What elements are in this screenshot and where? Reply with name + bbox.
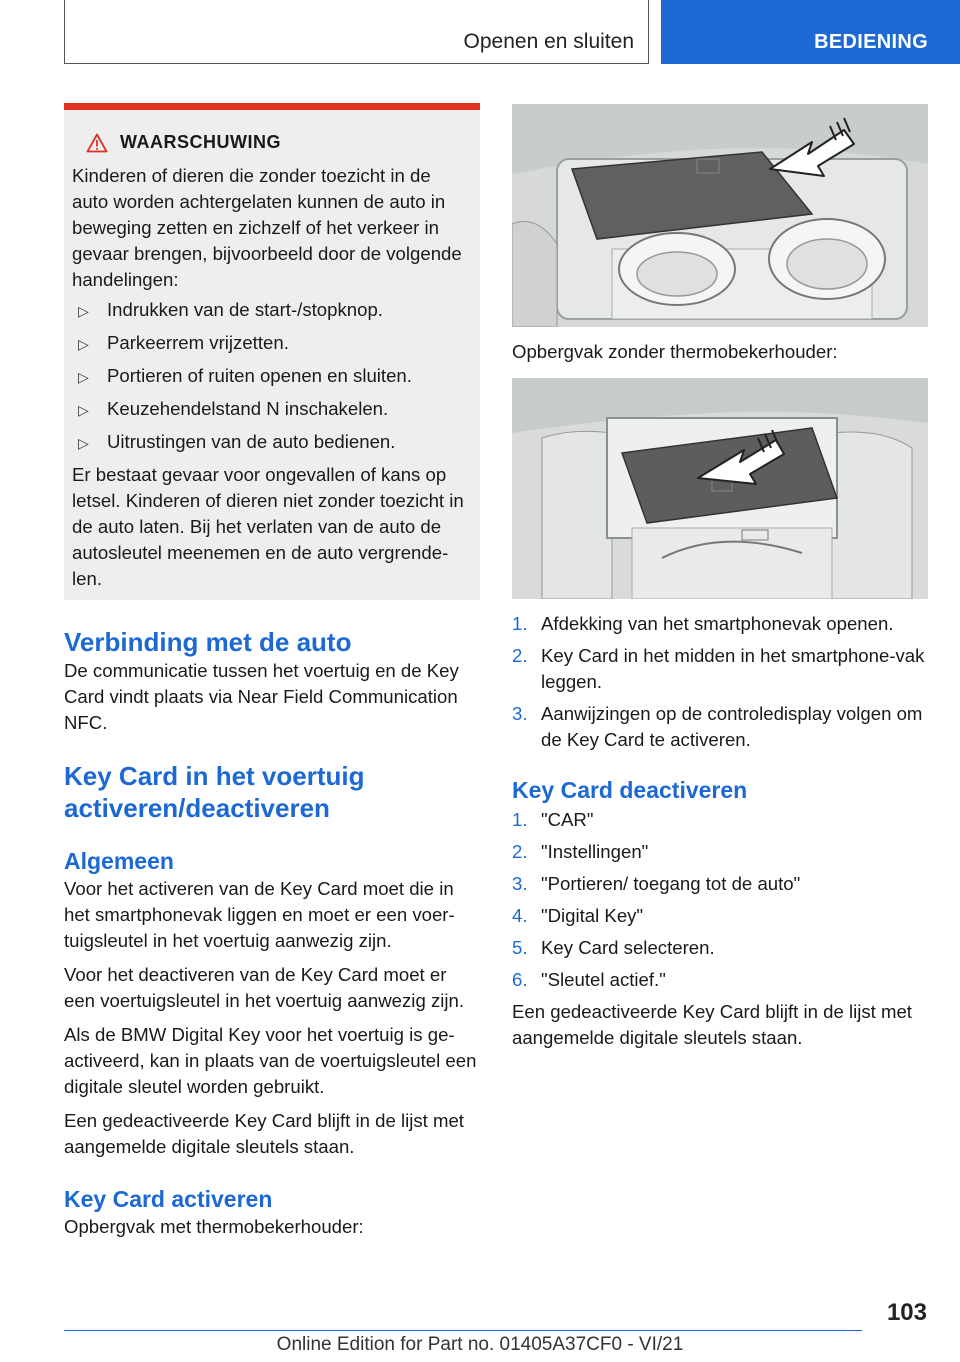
storage-with-cupholder-image [512, 104, 928, 327]
list-item: ▷ Portieren of ruiten openen en sluiten. [72, 363, 472, 390]
connection-heading: Verbinding met de auto [64, 627, 352, 657]
header-chapter-label: BEDIENING [814, 31, 928, 53]
list-item: ▷ Parkeerrem vrijzetten. [72, 330, 472, 357]
bullet-triangle-icon: ▷ [78, 435, 89, 451]
bullet-triangle-icon: ▷ [78, 303, 89, 319]
general-paragraph-3: Als de BMW Digital Key voor het voertuig is ge-activeerd, kan in plaats van de voertuigsleutel een digitale sleutel worden gebruikt. [64, 1024, 477, 1097]
list-item: 2. Key Card in het midden in het smartphone-vak leggen. [512, 645, 925, 692]
general-paragraph-4: Een gedeactiveerde Key Card blijft in de lijst met aangemelde digitale sleutels staan. [64, 1110, 464, 1157]
footer-divider [64, 1330, 862, 1331]
connection-text: De communicatie tussen het voertuig en de Key Card vindt plaats via Near Field Communication NFC. [64, 660, 459, 733]
list-item: 5. Key Card selecteren. [512, 937, 715, 958]
caption-with-holder: Opbergvak met thermobekerhouder: [64, 1216, 364, 1237]
warning-triangle-icon [86, 133, 108, 153]
warning-header [86, 132, 472, 153]
activation-heading: Key Card in het voertuig activeren/deactiveren [64, 761, 365, 823]
bullet-triangle-icon: ▷ [78, 402, 89, 418]
bullet-triangle-icon: ▷ [78, 336, 89, 352]
bullet-triangle-icon: ▷ [78, 369, 89, 385]
header-chapter-tab [661, 0, 960, 64]
left-column [64, 626, 480, 1240]
list-item: 2. "Instellingen" [512, 841, 649, 862]
list-item: 3. Aanwijzingen op de controledisplay volgen om de Key Card te activeren. [512, 703, 923, 750]
general-paragraph-2: Voor het deactiveren van de Key Card moet er een voertuigsleutel in het voertuig aanwezig zijn. [64, 964, 465, 1011]
activate-heading: Key Card activeren [64, 1186, 273, 1212]
list-item: 1. "CAR" [512, 809, 594, 830]
deactivate-heading: Key Card deactiveren [512, 777, 748, 803]
list-item: 3. "Portieren/ toegang tot de auto" [512, 873, 801, 894]
list-item: ▷ Indrukken van de start-/stopknop. [72, 297, 472, 324]
general-heading: Algemeen [64, 848, 174, 874]
warning-list [72, 297, 472, 456]
deactivate-steps [512, 807, 928, 993]
edition-text: Online Edition for Part no. 01405A37CF0 - VI/21 [276, 1334, 684, 1355]
list-item: ▷ Keuzehendelstand N inschakelen. [72, 396, 472, 423]
warning-intro: Kinderen of dieren die zonder toezicht in de auto worden achtergelaten kunnen de auto in beweging zetten en zichzelf of het verkeer in gevaar brengen, bijvoorbeeld door de volgende handelingen: [72, 165, 462, 290]
deactivate-note: Een gedeactiveerde Key Card blijft in de lijst met aangemelde digitale sleutels staan. [512, 1001, 912, 1048]
page-number: 103 [886, 1299, 927, 1326]
warning-title: WAARSCHUWING [120, 132, 281, 152]
caption-without-holder: Opbergvak zonder thermobekerhouder: [512, 341, 838, 362]
activate-steps [512, 611, 928, 753]
right-column-caption [512, 339, 928, 365]
warning-box [64, 103, 480, 600]
header-section-title: Openen en sluiten [463, 30, 634, 53]
right-column [512, 611, 928, 1051]
storage-without-cupholder-image [512, 378, 928, 599]
header-section-box [64, 0, 649, 64]
list-item: 4. "Digital Key" [512, 905, 644, 926]
list-item: ▷ Uitrustingen van de auto bedienen. [72, 429, 472, 456]
list-item: 6. "Sleutel actief." [512, 969, 666, 990]
warning-outro: Er bestaat gevaar voor ongevallen of kans op letsel. Kinderen of dieren niet zonder toezicht in de auto laten. Bij het verlaten van de auto de autosleutel meenemen en de auto vergrende-len. [72, 464, 464, 589]
general-paragraph-1: Voor het activeren van de Key Card moet die in het smartphonevak liggen en moet er een voer-tuigsleutel in het voertuig aanwezig zijn. [64, 878, 455, 951]
list-item: 1. Afdekking van het smartphonevak openen. [512, 613, 894, 634]
